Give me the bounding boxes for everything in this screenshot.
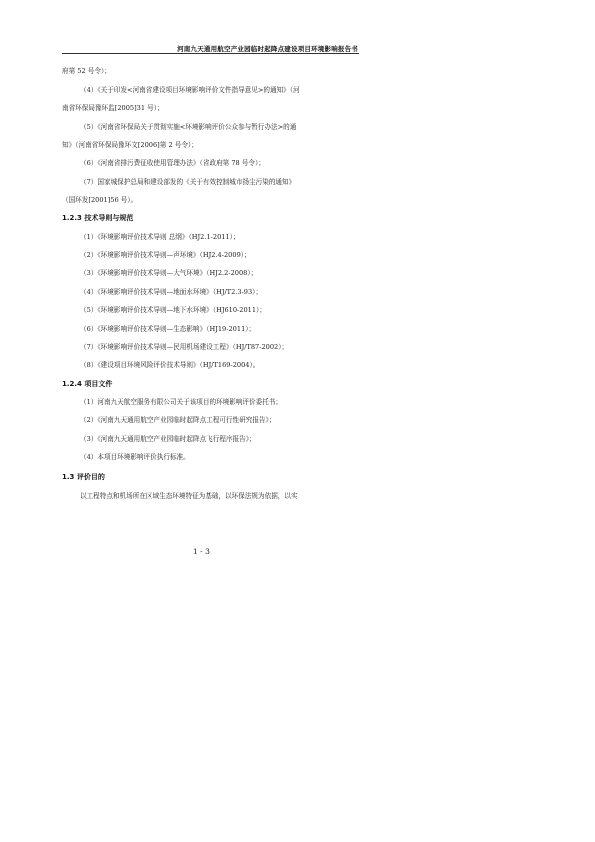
body-line: 府第 52 号令）；	[62, 67, 111, 75]
running-header: 河南九天通用航空产业园临时起降点建设项目环境影响报告书	[177, 45, 358, 53]
section-heading: 1.2.3 技术导则与规范	[62, 214, 134, 222]
page-number: 1 - 3	[193, 547, 210, 556]
body-paragraph: 以工程特点和机场所在区域生态环境特征为基础，以环保法规为依据，以实	[80, 492, 298, 500]
list-item: （3）《环境影响评价技术导则—大气环境》（HJ2.2-2008）；	[80, 269, 258, 277]
body-line: 南省环保局豫环监[2005]31 号）；	[62, 104, 164, 112]
list-item: （8）《建设项目环境风险评价技术导则》（HJ/T169-2004）。	[80, 361, 260, 369]
list-item: （2）《环境影响评价技术导则—声环境》（HJ2.4-2009）；	[80, 251, 251, 259]
list-item: （3）《河南九天通用航空产业园临时起降点飞行程序报告》；	[80, 435, 256, 443]
section-heading: 1.2.4 项目文件	[62, 380, 113, 388]
list-item: （5）《环境影响评价技术导则—地下水环境》（HJ610-2011）；	[80, 306, 266, 314]
body-line: （国环发[2001]56 号）。	[62, 196, 138, 204]
body-line: 知》（河南省环保局豫环文[2006]第 2 号令）；	[62, 141, 198, 149]
header-rule	[62, 53, 359, 54]
list-item: （6）《环境影响评价技术导则—生态影响》（HJ19-2011）；	[80, 325, 256, 333]
list-item: （7）《环境影响评价技术导则—民用机场建设工程》（HJ/T87-2002）；	[80, 343, 289, 351]
list-item: （1）河南九天航空服务有限公司关于该项目的环境影响评价委托书；	[80, 398, 283, 406]
list-item: （4）本项目环境影响评价执行标准。	[80, 453, 190, 461]
body-line: （4）《关于印发<河南省建设项目环境影响评价文件指导意见>的通知》（河	[80, 86, 300, 94]
body-line: （6）《河南省排污费征收使用管理办法》（省政府第 78 号令）；	[80, 159, 265, 167]
body-line: （5）《河南省环保局关于贯彻实施<环境影响评价公众参与暂行办法>的通	[80, 123, 297, 131]
list-item: （4）《环境影响评价技术导则—地面水环境》（HJ/T2.3-93）；	[80, 288, 263, 296]
body-line: （7）国家城保护总局和建设部发的《关于有效控制城市扬尘污染的通知》	[80, 178, 296, 186]
list-item: （2）《河南九天通用航空产业园临时起降点工程可行性研究报告》；	[80, 416, 276, 424]
section-heading: 1.3 评价目的	[62, 473, 105, 481]
list-item: （1）《环境影响评价技术导则 总纲》（HJ2.1-2011）；	[80, 233, 240, 241]
